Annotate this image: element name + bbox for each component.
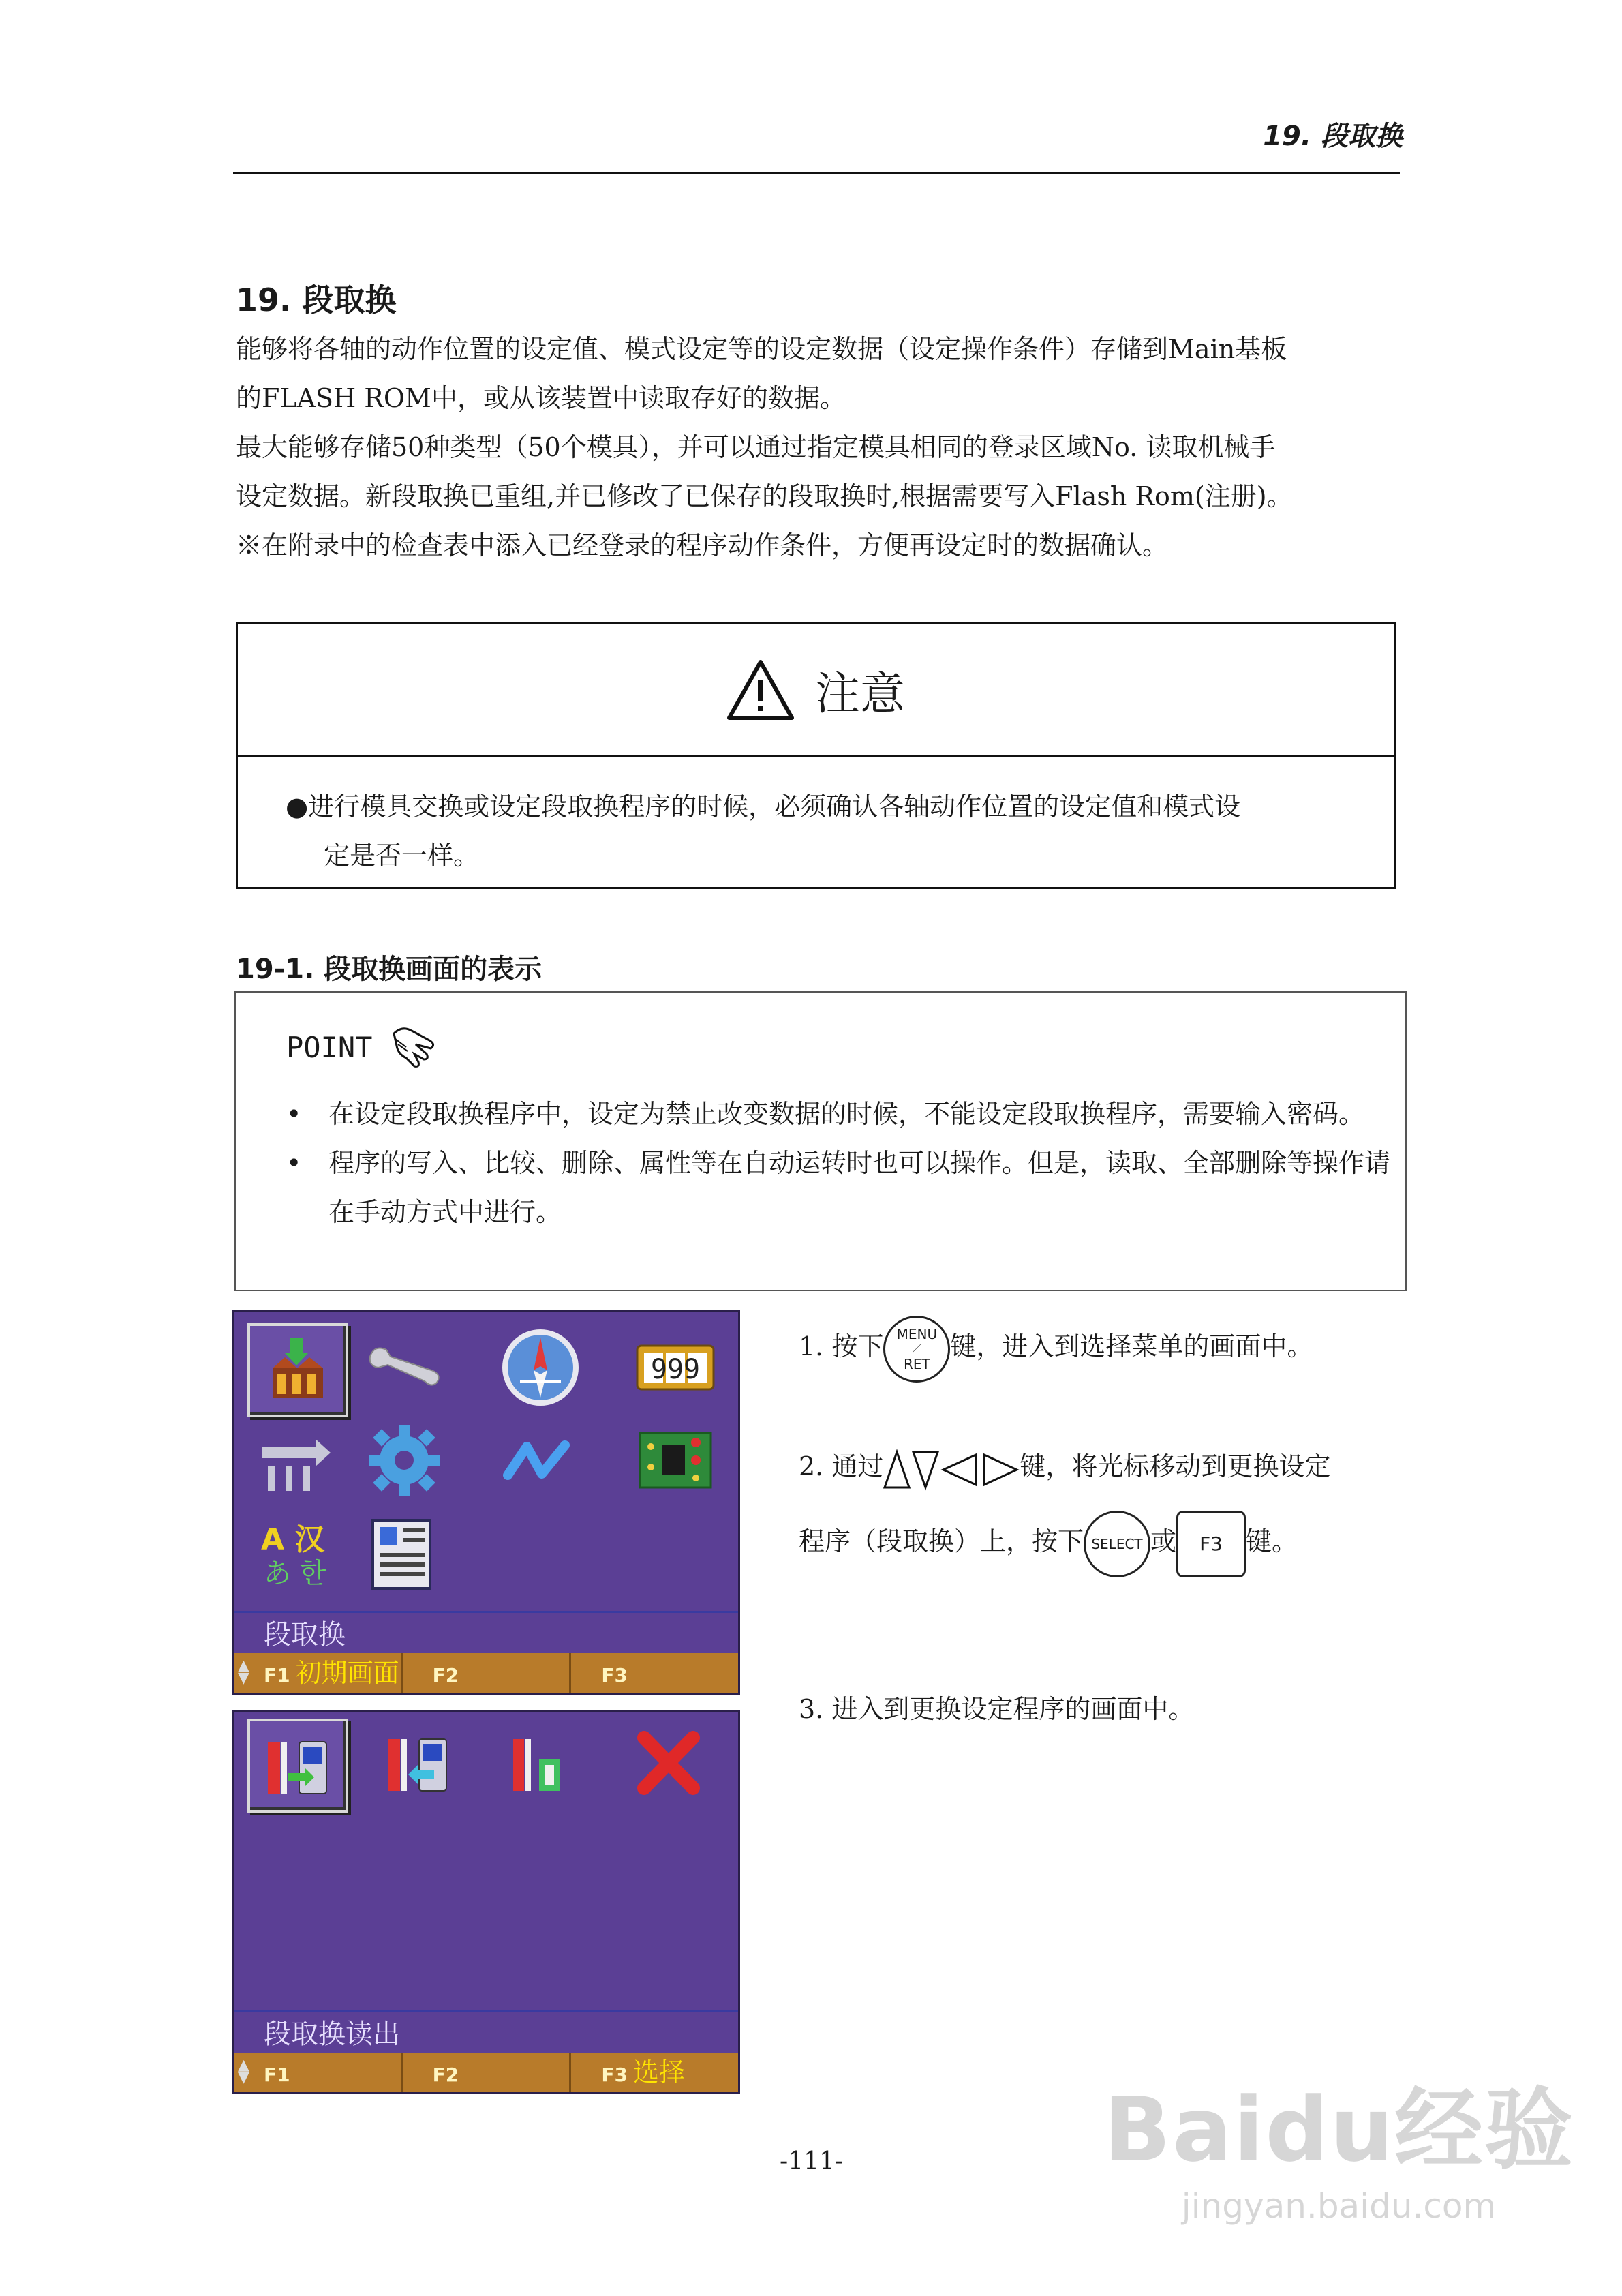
f1-key[interactable] — [234, 1653, 403, 1693]
page-number: -111- — [780, 2147, 844, 2175]
key-label-bottom: RET — [903, 1355, 930, 1372]
menu-ret-key: MENU ／ RET — [883, 1316, 950, 1383]
intro-line: 设定数据。新段取换已重组,并已修改了已保存的段取换时,根据需要写入Flash Rom(注册)。 — [236, 481, 1293, 511]
f3-key-symbol: F3 — [1176, 1511, 1246, 1577]
menu-screen — [232, 1310, 740, 1695]
step-text: 键，将光标移动到更换设定 — [1020, 1451, 1331, 1481]
intro-line: 最大能够存储50种类型（50个模具），并可以通过指定模具相同的登录区域No. 读取机械手 — [236, 432, 1276, 462]
step-1 — [799, 1309, 1313, 1384]
step-text: 或 — [1150, 1526, 1177, 1556]
point-list — [286, 1089, 1390, 1237]
waveform-icon[interactable] — [493, 1416, 588, 1505]
write-program-icon[interactable] — [370, 1719, 465, 1807]
gear-icon[interactable] — [356, 1416, 452, 1505]
screen-status-label: 段取换 — [234, 1611, 738, 1655]
watermark-logo: Baidu经验 — [1103, 2078, 1574, 2181]
key-label-top: MENU — [896, 1325, 938, 1342]
header-rule — [233, 172, 1400, 174]
delete-x-icon[interactable] — [621, 1719, 716, 1807]
intro-line: 的FLASH ROM中，或从该装置中读取存好的数据。 — [236, 383, 846, 413]
language-icon[interactable] — [247, 1510, 343, 1599]
program-change-screen — [232, 1710, 740, 2094]
function-key-bar — [234, 2053, 738, 2092]
f2-key-name: F2 — [432, 2064, 459, 2086]
warning-triangle-icon — [726, 659, 795, 721]
scroll-arrows-icon: ▲ ▼ — [238, 2057, 249, 2086]
caution-body — [286, 782, 1362, 880]
read-program-icon[interactable] — [247, 1719, 348, 1813]
mold-change-icon[interactable] — [247, 1323, 348, 1417]
caution-box — [236, 622, 1396, 889]
compass-icon[interactable] — [493, 1323, 588, 1412]
wrench-icon[interactable] — [356, 1323, 452, 1412]
function-key-bar — [234, 1653, 738, 1693]
step-2 — [799, 1429, 1330, 1504]
step-2b — [799, 1504, 1298, 1579]
baidu-watermark — [1103, 2059, 1574, 2226]
f2-key-name: F2 — [432, 1664, 459, 1687]
point-item: • 程序的写入、比较、删除、属性等在自动运转时也可以操作。但是，读取、全部删除等操作请在手动方式中进行。 — [286, 1138, 1390, 1237]
intro-line: ※在附录中的检查表中添入已经登录的程序动作条件，方便再设定时的数据确认。 — [236, 530, 1169, 560]
step-text: 2. 通过 — [799, 1451, 884, 1481]
scroll-arrows-icon: ▲ ▼ — [238, 1657, 249, 1687]
f1-key-name: F1 — [264, 2064, 290, 2086]
screen-status-label: 段取换读出 — [234, 2010, 738, 2054]
f1-key[interactable] — [234, 2053, 403, 2092]
point-item: • 在设定段取换程序中，设定为禁止改变数据的时候，不能设定段取换程序，需要输入密码。 — [286, 1089, 1390, 1138]
f3-key-name: F3 — [601, 2064, 628, 2086]
caution-line: ●进行模具交换或设定段取换程序的时候，必须确认各轴动作位置的设定值和模式设 — [286, 791, 1241, 821]
f3-key-label: 选择 — [632, 2057, 685, 2087]
f1-key-label: 初期画面 — [295, 1658, 399, 1688]
counter-text: 999 — [650, 1354, 701, 1385]
f3-key-name: F3 — [601, 1664, 628, 1687]
counter-999-icon[interactable] — [628, 1323, 723, 1412]
step-3: 3. 进入到更换设定程序的画面中。 — [799, 1694, 1195, 1724]
language-text-a: A 汉 — [261, 1522, 325, 1557]
intro-line: 能够将各轴的动作位置的设定值、模式设定等的设定数据（设定操作条件）存储到Main基板 — [236, 334, 1287, 364]
section-title: 19. 段取换 — [236, 282, 397, 318]
running-header: 19. 段取换 — [1263, 121, 1403, 152]
step-text: 键，进入到选择菜单的画面中。 — [950, 1331, 1313, 1361]
caution-title: 注意 — [815, 667, 905, 720]
document-icon[interactable] — [356, 1510, 452, 1599]
pointing-hand-icon — [388, 1020, 443, 1074]
language-text-b: あ 한 — [264, 1558, 326, 1589]
point-header — [286, 1020, 443, 1074]
select-key: SELECT — [1084, 1511, 1150, 1577]
circuit-board-icon[interactable] — [628, 1416, 723, 1505]
f3-key[interactable] — [571, 1653, 738, 1693]
f3-key[interactable] — [571, 2053, 738, 2092]
transfer-arrows-icon[interactable] — [247, 1416, 343, 1505]
watermark-url: jingyan.baidu.com — [1181, 2186, 1497, 2226]
step-text: 程序（段取换）上，按下 — [799, 1526, 1084, 1556]
f1-key-name: F1 — [264, 1664, 290, 1687]
point-box — [234, 991, 1407, 1291]
compare-program-icon[interactable] — [493, 1719, 588, 1807]
subsection-title: 19-1. 段取换画面的表示 — [236, 954, 542, 985]
intro-text — [236, 324, 1408, 570]
caution-header — [238, 624, 1394, 757]
step-text: 键。 — [1246, 1526, 1298, 1556]
caution-line: 定是否一样。 — [324, 841, 480, 871]
step-text: 1. 按下 — [799, 1331, 884, 1361]
f2-key[interactable] — [403, 1653, 572, 1693]
point-label: POINT — [286, 1030, 373, 1064]
f2-key[interactable] — [403, 2053, 572, 2092]
arrow-keys-icon — [883, 1445, 1020, 1493]
